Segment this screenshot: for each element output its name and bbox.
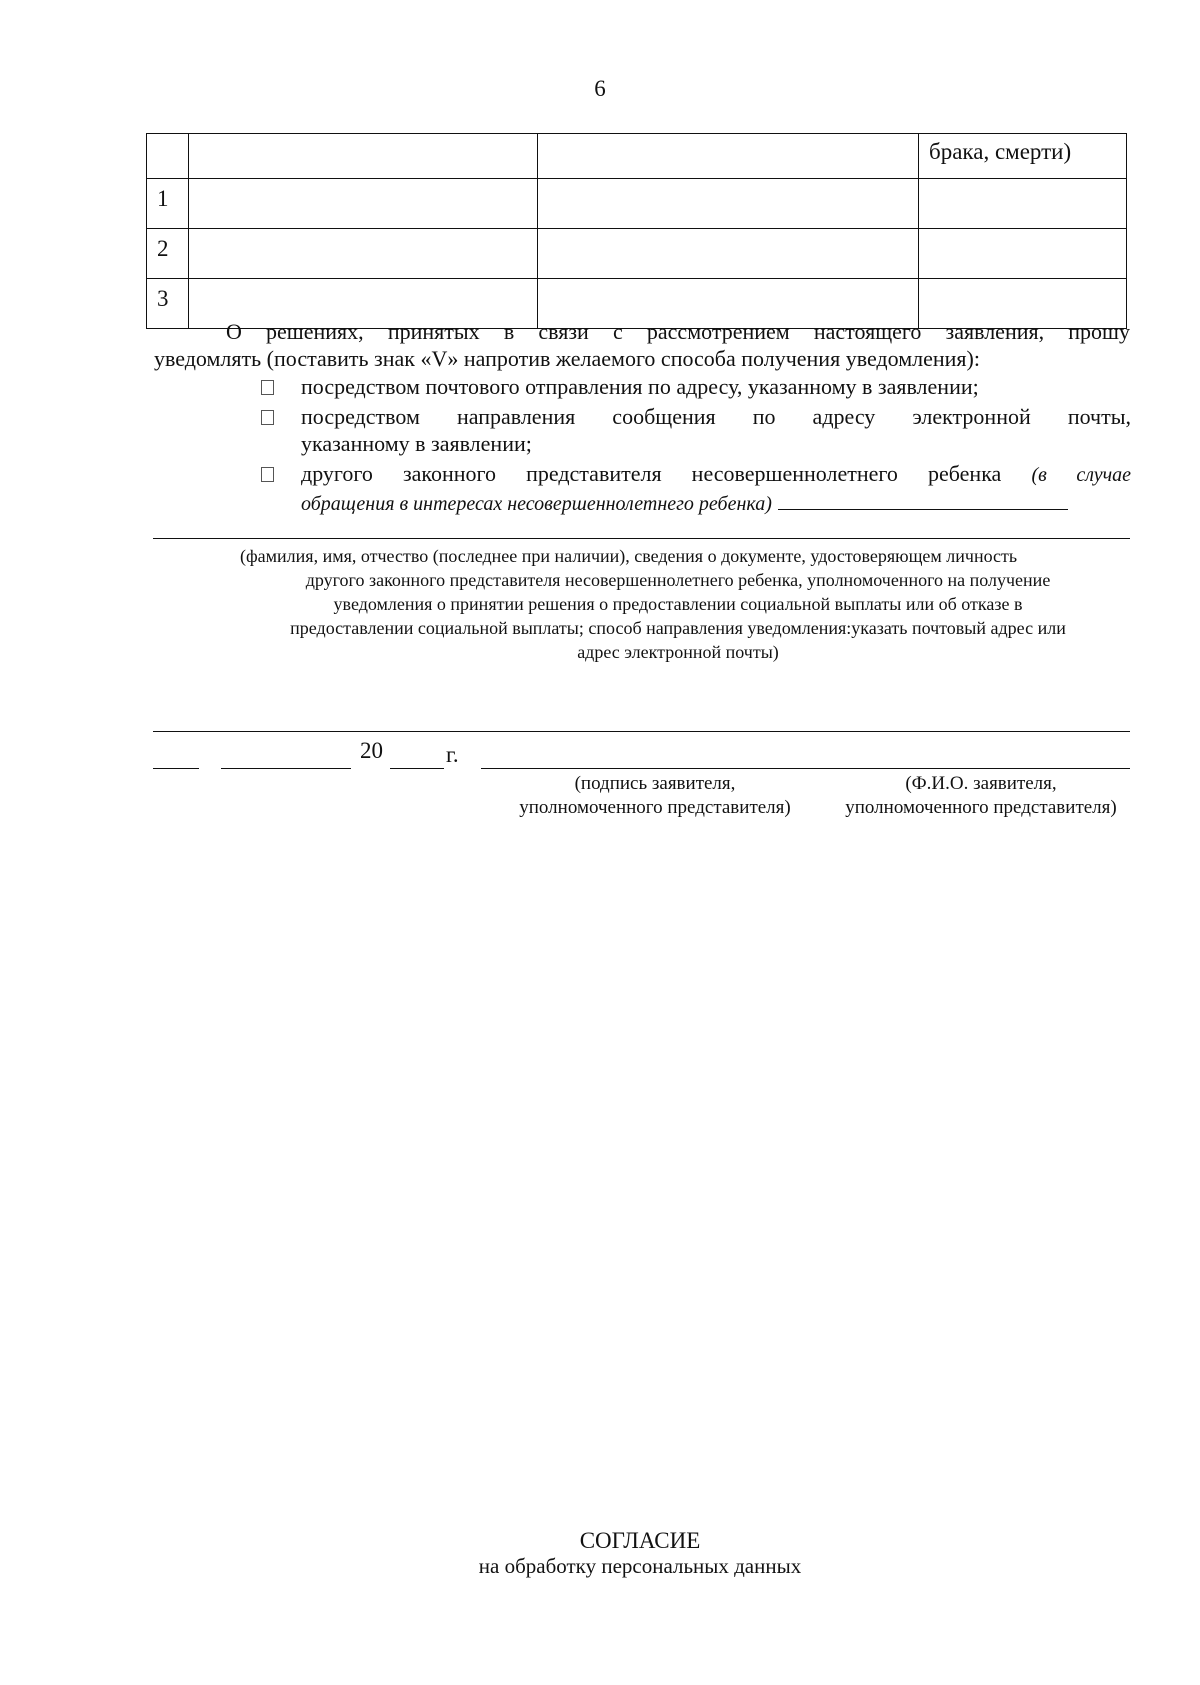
signature-label-line-1: (подпись заявителя, bbox=[574, 773, 736, 794]
caption-line-4: предоставлении социальной выплаты; способ направления уведомления:указать почтовый адрес или bbox=[290, 618, 1066, 638]
table-cell[interactable] bbox=[538, 179, 919, 229]
date-day-line[interactable] bbox=[153, 768, 199, 769]
option-representative-text: другого законного представителя несовершеннолетнего ребенка bbox=[301, 461, 1002, 486]
row-number: 3 bbox=[147, 279, 189, 329]
table-cell bbox=[147, 134, 189, 179]
date-year-suffix: г. bbox=[446, 742, 459, 767]
signature-label-line-2: уполномоченного представителя) bbox=[519, 797, 791, 818]
date-year-prefix: 20 bbox=[360, 738, 383, 763]
checkbox-postal[interactable] bbox=[261, 380, 274, 395]
representative-details-caption bbox=[228, 544, 1128, 664]
table-cell[interactable] bbox=[919, 229, 1127, 279]
option-representative-line-2 bbox=[301, 490, 1068, 515]
option-email-label bbox=[301, 403, 1131, 457]
caption-line-1: (фамилия, имя, отчество (последнее при наличии), сведения о документе, удостоверяющем личность bbox=[240, 546, 1018, 566]
option-postal-label: посредством почтового отправления по адресу, указанному в заявлении; bbox=[301, 374, 979, 399]
date-year-line[interactable] bbox=[390, 768, 444, 769]
intro-line-2: уведомлять (поставить знак «V» напротив желаемого способа получения уведомления): bbox=[154, 346, 980, 371]
option-email-line-2: указанному в заявлении; bbox=[301, 431, 532, 456]
option-representative-line-1 bbox=[301, 460, 1131, 489]
table-cell[interactable] bbox=[189, 179, 538, 229]
row-number: 2 bbox=[147, 229, 189, 279]
checkbox-representative[interactable] bbox=[261, 467, 274, 482]
option-representative-italic-1: (в случае bbox=[1031, 464, 1132, 486]
table-cell[interactable] bbox=[189, 229, 538, 279]
caption-line-2: другого законного представителя несовершеннолетнего ребенка, уполномоченного на получение bbox=[305, 570, 1051, 590]
caption-line-3: уведомления о принятии решения о предоставлении социальной выплаты или об отказе в bbox=[333, 594, 1023, 614]
signature-line[interactable] bbox=[481, 768, 1130, 769]
representative-details-line[interactable] bbox=[153, 538, 1130, 539]
table-cell bbox=[538, 134, 919, 179]
option-representative-italic-2: обращения в интересах несовершеннолетнего ребенка) bbox=[301, 493, 772, 515]
row-number: 1 bbox=[147, 179, 189, 229]
signature-label bbox=[490, 772, 820, 820]
family-members-table bbox=[146, 133, 1127, 329]
caption-line-5: адрес электронной почты) bbox=[577, 642, 779, 662]
consent-subtitle: на обработку персональных данных bbox=[478, 1554, 802, 1578]
blank-line[interactable] bbox=[153, 731, 1130, 732]
date-month-line[interactable] bbox=[221, 768, 351, 769]
fio-label-line-2: уполномоченного представителя) bbox=[845, 797, 1117, 818]
table-cell[interactable] bbox=[538, 229, 919, 279]
table-cell bbox=[189, 134, 538, 179]
table-row bbox=[147, 179, 1127, 229]
representative-inline-field[interactable] bbox=[778, 489, 1068, 510]
intro-line-1: О решениях, принятых в связи с рассмотрением настоящего заявления, прошу bbox=[226, 319, 1130, 344]
table-header-row bbox=[147, 134, 1127, 179]
checkbox-email[interactable] bbox=[261, 410, 274, 425]
consent-title: СОГЛАСИЕ bbox=[579, 1528, 701, 1553]
table-cell[interactable] bbox=[919, 179, 1127, 229]
fio-label-line-1: (Ф.И.О. заявителя, bbox=[905, 773, 1057, 794]
option-email-line-1: посредством направления сообщения по адресу электронной почты, bbox=[301, 404, 1131, 429]
option-representative-label bbox=[301, 460, 1131, 518]
notification-intro bbox=[154, 318, 1130, 372]
fio-label bbox=[826, 772, 1136, 820]
table-header-cell: брака, смерти) bbox=[919, 134, 1127, 179]
page-number: 6 bbox=[594, 76, 606, 101]
table-row bbox=[147, 229, 1127, 279]
